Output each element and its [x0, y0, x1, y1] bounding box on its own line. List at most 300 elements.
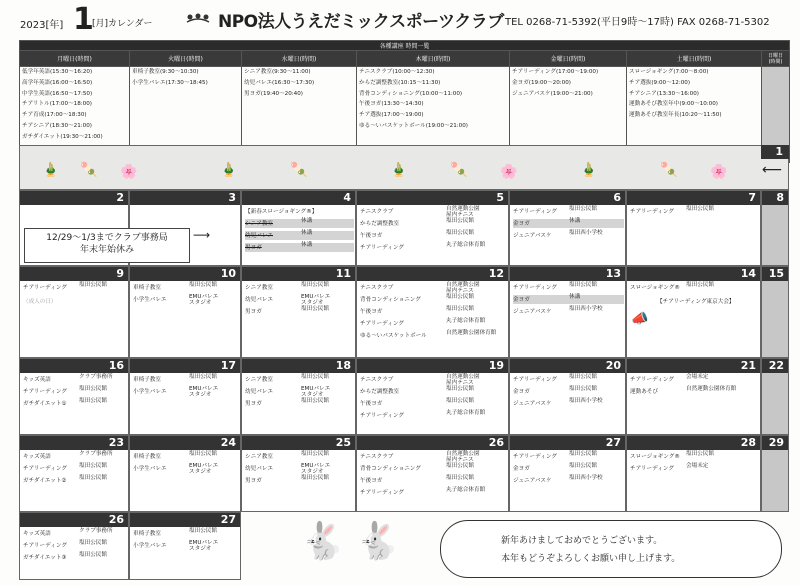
class-name: スロージョギング® [630, 454, 680, 460]
class-name: 車椅子教室 [133, 531, 161, 537]
class-entry [133, 452, 239, 461]
day-cell-sat [626, 190, 761, 266]
class-name: ジュニアバスケ [513, 478, 552, 484]
class-entry [360, 307, 507, 316]
day-header-sun: 日曜日 (時間) [762, 51, 790, 67]
regular-class-item: 運動あそび教室年長(10:20～11:50) [629, 112, 722, 119]
class-name: 午後ヨガ [360, 401, 383, 407]
day-cell-wed [241, 358, 356, 435]
class-entry [245, 307, 354, 316]
venue: 塩田公民館 [446, 218, 474, 224]
class-entry [360, 283, 507, 292]
pine-icon: 🎍 [220, 162, 238, 178]
kagami-mochi-icon: 🍡 [80, 162, 98, 178]
date-number: 17 [130, 359, 241, 373]
regular-class-item: スロージョギング(7:00～8:00) [629, 69, 709, 75]
class-name: 小学生バレエ [133, 297, 167, 303]
venue: EMUバレエ スタジオ [189, 463, 219, 475]
regular-class-item: 男ヨガ(19:40～20:40) [244, 90, 303, 97]
regular-class-item: チアリーディング(17:00～19:00) [512, 69, 599, 75]
class-entry [23, 387, 127, 396]
class-entry [513, 452, 624, 461]
day-cell-mon [19, 358, 129, 435]
week-4 [19, 358, 789, 435]
date-number: 26 [357, 436, 509, 450]
day-cell-sat [626, 266, 761, 358]
class-name: キッズ英語 [23, 531, 51, 537]
venue: 塩田公民館 [569, 282, 597, 288]
plum-flower-icon: 🌸 [710, 164, 728, 180]
rabbit-mascot-icon: 🐇 [300, 521, 345, 562]
venue: 塩田西小学校 [569, 475, 603, 481]
class-entry [513, 399, 624, 408]
class-name: チアリーディング [23, 466, 67, 472]
venue: 塩田公民館 [446, 463, 474, 469]
cheerleader-icon: 📣 [631, 311, 649, 327]
venue: 塩田公民館 [189, 282, 217, 288]
date-number: 6 [510, 191, 626, 205]
greeting-bubble [440, 520, 782, 578]
plum-flower-icon: 🌸 [500, 164, 518, 180]
venue: 塩田公民館 [569, 374, 597, 380]
date-number: 3 [130, 191, 241, 205]
date-number: 8 [762, 191, 789, 205]
venue: 自然運動公園 屋内テニス [446, 282, 480, 294]
class-name: チアリーディング [360, 490, 404, 496]
date-number: 12 [357, 267, 509, 281]
day-cell-wed [241, 266, 356, 358]
venue: 丸子総合体育館 [446, 487, 486, 493]
class-name: シニア教室 [245, 285, 273, 291]
class-name: 金ヨガ [513, 466, 530, 472]
class-entry [245, 243, 354, 252]
day-cell-fri [509, 190, 626, 266]
day-cell-sat [626, 435, 761, 512]
day-cell-thu [356, 435, 509, 512]
class-entry [360, 399, 507, 408]
class-entry [360, 243, 507, 252]
venue: 塩田公民館 [446, 306, 474, 312]
venue: 塩田公民館 [686, 282, 714, 288]
venue: 塩田公民館 [189, 528, 217, 534]
class-name: チアリーディング [513, 209, 557, 215]
venue: 塩田公民館 [569, 451, 597, 457]
class-name: 車椅子教室 [133, 454, 161, 460]
class-entry [245, 375, 354, 384]
class-entry [360, 375, 507, 384]
venue: 塩田公民館 [446, 386, 474, 392]
venue: 塩田西小学校 [569, 306, 603, 312]
class-entry [360, 331, 507, 340]
venue: EMUバレエ スタジオ [301, 294, 331, 306]
class-entry [23, 452, 127, 461]
class-entry [513, 464, 624, 473]
venue: EMUバレエ スタジオ [189, 294, 219, 306]
date-number: 20 [510, 359, 626, 373]
class-entry [133, 375, 239, 384]
class-name: ガチダイエット① [23, 401, 67, 407]
class-name: シニア教室 [245, 221, 273, 227]
date-number: 23 [20, 436, 129, 450]
class-entry [23, 541, 127, 550]
venue: 塩田公民館 [79, 386, 107, 392]
greeting-line-1: 新年あけましておめでとうございます。 [501, 536, 663, 546]
class-entry [630, 283, 759, 292]
class-entry [245, 476, 354, 485]
class-name: 小学生バレエ [133, 466, 167, 472]
venue: クラブ事務所 [79, 451, 113, 457]
class-entry [360, 387, 507, 396]
regular-class-item: ゆる～いバスケットボール(19:00～21:00) [359, 122, 468, 129]
venue: 塩田公民館 [569, 386, 597, 392]
venue: 休講 [301, 218, 313, 224]
class-name: ジュニアバスケ [513, 309, 552, 315]
pine-icon: 🎍 [42, 162, 60, 178]
day-header-fri: 金曜日(時間) [510, 51, 627, 67]
date-number: 27 [510, 436, 626, 450]
class-name: 幼児バレエ [245, 389, 273, 395]
class-name: 車椅子教室 [133, 377, 161, 383]
date-number: 9 [20, 267, 129, 281]
day-cell-thu [356, 266, 509, 358]
header [0, 0, 800, 40]
holiday-notice: 12/29～1/3までクラブ事務局 年末年始休み [24, 228, 190, 263]
class-entry [245, 283, 354, 292]
venue: 休講 [301, 230, 313, 236]
class-name: チアリーディング [360, 321, 404, 327]
day-cell-sun [761, 358, 789, 435]
regular-class-item: ジュニアバスケ(19:00～21:00) [512, 90, 593, 97]
date-number: 5 [357, 191, 509, 205]
class-name: チアリーディング [630, 466, 674, 472]
newyear-banner [19, 145, 789, 190]
contact-info: TEL 0268-71-5392(平日9時～17時) FAX 0268-71-5302 [505, 17, 770, 28]
venue: 塩田公民館 [301, 374, 329, 380]
venue: 塩田公民館 [686, 206, 714, 212]
class-entry [133, 464, 239, 473]
date-number: 10 [130, 267, 241, 281]
venue: 会場未定 [686, 463, 709, 469]
event-note: 【新春スロージョギング®】 [245, 209, 318, 215]
class-name: チアリーディング [630, 209, 674, 215]
date-number: 19 [357, 359, 509, 373]
venue: 丸子総合体育館 [446, 318, 486, 324]
regular-class-item: 午後ヨガ(13:30～14:30) [359, 101, 424, 108]
class-name: テニスクラブ [360, 285, 394, 291]
class-entry [23, 375, 127, 384]
pine-icon: 🎍 [390, 162, 408, 178]
regular-class-item: チアシニア(18:30～21:00) [22, 122, 92, 129]
venue: 塩田公民館 [301, 282, 329, 288]
holiday-label: （成人の日） [23, 299, 57, 305]
date-number: 13 [510, 267, 626, 281]
day-cell-mon [19, 512, 129, 580]
class-entry [513, 231, 624, 240]
venue: 塩田公民館 [301, 475, 329, 481]
venue: 自然運動公園体育館 [446, 330, 497, 336]
regular-class-item: 運動あそび教室年中(9:00～10:00) [629, 101, 718, 108]
day-cell-tue [129, 266, 241, 358]
day-cell-sun [761, 190, 789, 266]
class-name: 車椅子教室 [133, 285, 161, 291]
class-entry [513, 387, 624, 396]
day-cell-sun [761, 266, 789, 358]
class-entry [360, 476, 507, 485]
venue: 塩田公民館 [79, 475, 107, 481]
day-cell-fri [509, 435, 626, 512]
day-header-thu: 木曜日(時間) [357, 51, 510, 67]
class-name: 小学生バレエ [133, 543, 167, 549]
venue: 塩田西小学校 [569, 398, 603, 404]
class-name: シニア教室 [245, 377, 273, 383]
class-name: 運動あそび [630, 389, 658, 395]
class-entry [360, 464, 507, 473]
class-name: チアリーディング [23, 543, 67, 549]
class-entry [245, 219, 354, 228]
regular-class-item: チアシニア(13:30～16:00) [629, 90, 699, 97]
regular-class-item: 背骨コンディショニング(10:00～11:00) [359, 90, 463, 97]
class-name: からだ調整教室 [360, 389, 400, 395]
class-entry [133, 529, 239, 538]
venue: 塩田公民館 [79, 463, 107, 469]
venue: 自然運動公園 屋内テニス [446, 374, 480, 386]
date-number: 11 [242, 267, 356, 281]
class-entry [23, 283, 127, 292]
regular-class-item: 幼児バレエ(16:30～17:30) [244, 79, 315, 86]
date-number: 2 [20, 191, 129, 205]
regular-class-item: 中学生英語(16:50～17:50) [22, 90, 93, 97]
event-note: 【チアリーディング東京大会】 [657, 299, 735, 305]
class-name: シニア教室 [245, 454, 273, 460]
day-cell-sun [761, 435, 789, 512]
greeting-line-2: 本年もどうぞよろしくお願い申し上げます。 [501, 554, 681, 564]
class-name: 背骨コンディショニング [360, 297, 421, 303]
regular-class-item: シニア教室(9:30～11:00) [244, 69, 311, 75]
class-entry [513, 375, 624, 384]
class-name: ガチダイエット③ [23, 555, 67, 561]
class-entry [360, 231, 507, 240]
day-cell-fri [509, 358, 626, 435]
class-name: チアリーディング [360, 413, 404, 419]
class-entry [23, 529, 127, 538]
class-entry [630, 452, 759, 461]
date-number: 25 [242, 436, 356, 450]
kagami-mochi-icon: 🍡 [290, 162, 308, 178]
venue: 休講 [301, 242, 313, 248]
venue: 塩田公民館 [446, 230, 474, 236]
class-name: 金ヨガ [513, 221, 530, 227]
class-entry [23, 476, 127, 485]
class-name: チアリーディング [360, 245, 404, 251]
month: 1 [73, 2, 94, 37]
class-name: 男ヨガ [245, 401, 262, 407]
class-name: 午後ヨガ [360, 233, 383, 239]
date-number: 1 [761, 145, 789, 159]
class-entry [23, 553, 127, 562]
venue: 塩田公民館 [446, 398, 474, 404]
venue: 塩田公民館 [569, 206, 597, 212]
class-entry [23, 399, 127, 408]
class-name: チアリーディング [630, 377, 674, 383]
class-name: テニスクラブ [360, 209, 394, 215]
venue: EMUバレエ スタジオ [301, 386, 331, 398]
venue: 塩田公民館 [569, 463, 597, 469]
class-entry [245, 231, 354, 240]
venue: 塩田公民館 [189, 374, 217, 380]
class-entry [133, 295, 239, 304]
day-header-mon: 月曜日(時間) [20, 51, 130, 67]
class-entry [133, 541, 239, 550]
org-name: NPO法人うえだミックスポーツクラブ [218, 12, 504, 32]
regular-class-item: ガチダイエット(19:30～21:00) [22, 133, 103, 140]
class-name: チアリーディング [513, 454, 557, 460]
class-name: 金ヨガ [513, 389, 530, 395]
class-name: ガチダイエット② [23, 478, 67, 484]
regular-class-item: チア選抜(9:00～12:00) [629, 79, 691, 86]
regular-class-item: チアリトル(17:00～18:00) [22, 101, 92, 108]
class-entry [630, 375, 759, 384]
day-cell-sat [626, 358, 761, 435]
rabbit-mascot-icon: 🐇 [355, 521, 400, 562]
venue: 休講 [569, 218, 581, 224]
year: 2023[年] [20, 20, 64, 31]
regular-class-item: 小学生バレエ(17:30～18:45) [132, 79, 208, 86]
date-number: 26 [20, 513, 129, 527]
date-number: 18 [242, 359, 356, 373]
regular-class-item: からだ調整教室(10:15～11:30) [359, 79, 441, 86]
venue: 自然運動公園 屋内テニス [446, 206, 480, 218]
date-number: 7 [627, 191, 761, 205]
class-name: チアリーディング [513, 285, 557, 291]
day-header-tue: 火曜日(時間) [130, 51, 242, 67]
class-entry [245, 452, 354, 461]
date-number: 16 [20, 359, 129, 373]
venue: 塩田公民館 [79, 540, 107, 546]
venue: 塩田公民館 [301, 306, 329, 312]
day-cell-tue [129, 435, 241, 512]
class-name: 男ヨガ [245, 245, 262, 251]
day-header-sat: 土曜日(時間) [627, 51, 762, 67]
week-3 [19, 266, 789, 358]
class-name: 幼児バレエ [245, 297, 273, 303]
day-cell-mon [19, 266, 129, 358]
class-name: 男ヨガ [245, 309, 262, 315]
venue: 塩田公民館 [189, 451, 217, 457]
venue: 塩田公民館 [79, 398, 107, 404]
regular-class-item: 低学年英語(15:30～16:20) [22, 69, 93, 75]
venue: 自然運動公園体育館 [686, 386, 737, 392]
date-number: 15 [762, 267, 789, 281]
class-name: スロージョギング® [630, 285, 680, 291]
day-cell-fri [509, 266, 626, 358]
class-name: 幼児バレエ [245, 233, 273, 239]
date-number: 24 [130, 436, 241, 450]
day-header-wed: 水曜日(時間) [242, 51, 357, 67]
class-name: チアリーディング [513, 377, 557, 383]
club-logo-icon [186, 12, 210, 26]
venue: 塩田公民館 [79, 552, 107, 558]
day-cell-mon [19, 435, 129, 512]
class-entry [630, 207, 759, 216]
venue: 塩田公民館 [686, 451, 714, 457]
venue: 塩田西小学校 [569, 230, 603, 236]
arrow-left-icon: ⟵ [762, 162, 783, 178]
venue: 塩田公民館 [301, 398, 329, 404]
kagami-mochi-icon: 🍡 [450, 162, 468, 178]
venue: EMUバレエ スタジオ [189, 540, 219, 552]
class-name: ジュニアバスケ [513, 401, 552, 407]
venue: クラブ事務所 [79, 374, 113, 380]
date-number: 27 [130, 513, 241, 527]
day-cell-tue [129, 358, 241, 435]
date-number: 4 [242, 191, 356, 205]
regular-class-item: 高学年英語(16:00～16:50) [22, 79, 93, 86]
class-entry [630, 464, 759, 473]
class-entry [133, 387, 239, 396]
class-name: キッズ英語 [23, 454, 51, 460]
class-entry [360, 411, 507, 420]
day-cell-wed [241, 190, 356, 266]
class-name: ジュニアバスケ [513, 233, 552, 239]
day-cell-tue [129, 512, 241, 580]
class-entry [513, 476, 624, 485]
venue: 丸子総合体育館 [446, 410, 486, 416]
day-cell-thu [356, 358, 509, 435]
class-name: 小学生バレエ [133, 389, 167, 395]
venue: 丸子総合体育館 [446, 242, 486, 248]
venue: EMUバレエ スタジオ [301, 463, 331, 475]
class-entry [360, 452, 507, 461]
month-suffix: [月]カレンダー [92, 19, 153, 29]
class-entry [23, 464, 127, 473]
class-entry [360, 319, 507, 328]
class-entry [513, 295, 624, 304]
class-entry [513, 283, 624, 292]
class-name: 男ヨガ [245, 478, 262, 484]
venue: クラブ事務所 [79, 528, 113, 534]
class-name: キッズ英語 [23, 377, 51, 383]
class-name: 午後ヨガ [360, 309, 383, 315]
class-entry [360, 295, 507, 304]
class-entry [513, 207, 624, 216]
date-number: 14 [627, 267, 761, 281]
schedule-title: 各種講座 時間一覧 [20, 41, 790, 51]
class-entry [513, 219, 624, 228]
date-number: 21 [627, 359, 761, 373]
regular-class-item: 金ヨガ(19:00～20:00) [512, 79, 571, 86]
class-name: ゆる～いバスケットボール [360, 333, 427, 339]
class-entry [630, 387, 759, 396]
class-entry [360, 207, 507, 216]
venue: EMUバレエ スタジオ [189, 386, 219, 398]
plum-flower-icon: 🌸 [120, 164, 138, 180]
week-1 [19, 145, 789, 190]
date-number: 28 [627, 436, 761, 450]
venue: 会場未定 [686, 374, 709, 380]
regular-class-item: チア選抜(17:00～19:00) [359, 112, 424, 119]
week-5 [19, 435, 789, 512]
class-entry [360, 219, 507, 228]
class-entry [245, 387, 354, 396]
class-name: 幼児バレエ [245, 466, 273, 472]
venue: 塩田公民館 [301, 451, 329, 457]
class-name: チアリーディング [23, 285, 67, 291]
venue: 塩田公民館 [446, 294, 474, 300]
kagami-mochi-icon: 🍡 [660, 162, 678, 178]
date-number: 29 [762, 436, 789, 450]
venue: 塩田公民館 [79, 282, 107, 288]
class-name: 背骨コンディショニング [360, 466, 421, 472]
